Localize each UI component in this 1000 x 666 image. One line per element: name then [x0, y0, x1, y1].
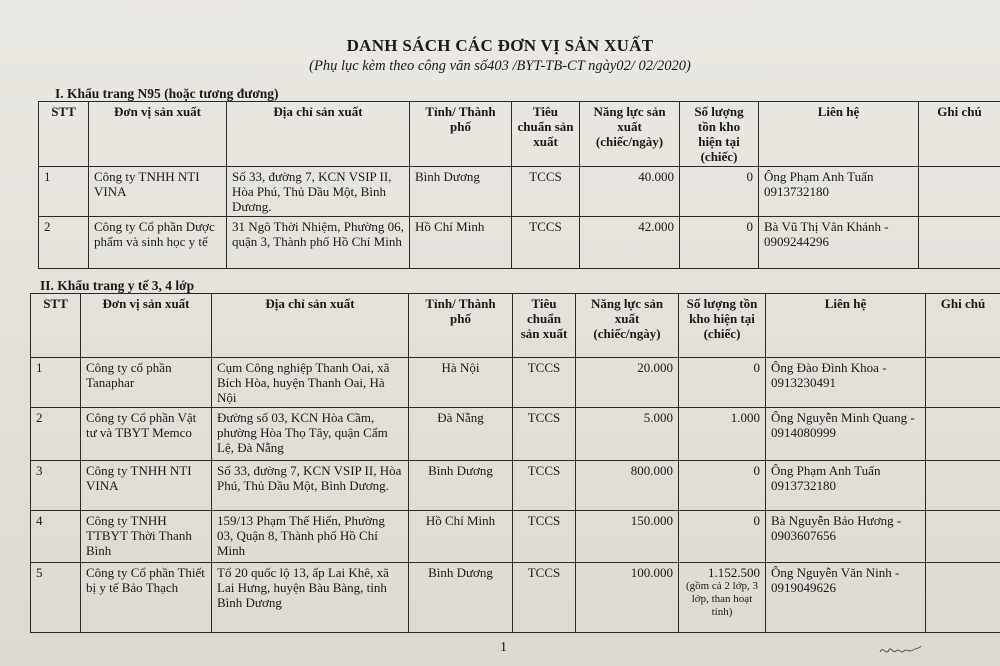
cell-address: 159/13 Phạm Thế Hiển, Phường 03, Quận 8, Thành phố Hồ Chí Minh [212, 511, 409, 563]
table-row [31, 511, 1000, 563]
stock-value: 1.152.500 [708, 565, 760, 580]
section-1-heading: I. Khẩu trang N95 (hoặc tương đương) [55, 86, 279, 101]
cell-unit: Công ty TNHH TTBYT Thời Thanh Bình [81, 511, 212, 563]
cell-unit: Công ty Cổ phần Thiết bị y tế Bảo Thạch [81, 563, 212, 633]
cell-note [926, 408, 1000, 461]
section-1-table [38, 101, 1000, 269]
cell-stt: 2 [31, 408, 81, 461]
cell-unit: Công ty Cổ phần Vật tư và TBYT Memco [81, 408, 212, 461]
cell-capacity: 42.000 [580, 217, 680, 269]
cell-contact: Bà Nguyễn Bảo Hương - 0903607656 [766, 511, 926, 563]
cell-standard: TCCS [512, 167, 580, 217]
cell-stock: 0 [679, 511, 766, 563]
header-note: Ghi chú [926, 294, 1000, 358]
cell-province: Đà Nẵng [409, 408, 513, 461]
cell-stt: 1 [31, 358, 81, 408]
cell-note [926, 358, 1000, 408]
cell-capacity: 150.000 [576, 511, 679, 563]
cell-note [926, 461, 1000, 511]
document-subtitle: (Phụ lục kèm theo công văn số403 /BYT-TB-CT ngày02/ 02/2020) [309, 58, 691, 74]
table-row [31, 563, 1000, 633]
cell-address: Tổ 20 quốc lộ 13, ấp Lai Khê, xã Lai Hưng, huyện Bàu Bàng, tỉnh Bình Dương [212, 563, 409, 633]
cell-address: Đường số 03, KCN Hòa Cầm, phường Hòa Thọ Tây, quận Cẩm Lệ, Đà Nẵng [212, 408, 409, 461]
header-unit: Đơn vị sản xuất [89, 102, 227, 167]
signature-initials-icon [878, 640, 922, 660]
section-2-heading: II. Khẩu trang y tế 3, 4 lớp [40, 278, 195, 293]
cell-stt: 2 [39, 217, 89, 269]
table-header-row [31, 294, 1000, 358]
cell-province: Hà Nội [409, 358, 513, 408]
header-address: Địa chỉ sản xuất [212, 294, 409, 358]
header-contact: Liên hệ [759, 102, 919, 167]
header-capacity: Năng lực sản xuất (chiếc/ngày) [576, 294, 679, 358]
cell-stt: 5 [31, 563, 81, 633]
page-number: 1 [500, 640, 507, 655]
header-stt: STT [31, 294, 81, 358]
cell-capacity: 800.000 [576, 461, 679, 511]
cell-contact: Bà Vũ Thị Vân Khánh - 0909244296 [759, 217, 919, 269]
cell-province: Bình Dương [409, 563, 513, 633]
header-unit: Đơn vị sản xuất [81, 294, 212, 358]
header-standard: Tiêu chuẩn sản xuất [512, 102, 580, 167]
header-capacity: Năng lực sản xuất (chiếc/ngày) [580, 102, 680, 167]
cell-stock: 0 [680, 167, 759, 217]
cell-note [926, 511, 1000, 563]
cell-contact: Ông Nguyễn Văn Ninh - 0919049626 [766, 563, 926, 633]
cell-capacity: 5.000 [576, 408, 679, 461]
header-contact: Liên hệ [766, 294, 926, 358]
cell-contact: Ông Nguyễn Minh Quang - 0914080999 [766, 408, 926, 461]
cell-standard: TCCS [513, 511, 576, 563]
header-stock: Số lượng tồn kho hiện tại (chiếc) [679, 294, 766, 358]
cell-stock: 0 [679, 461, 766, 511]
cell-province: Hồ Chí Minh [409, 511, 513, 563]
cell-province: Hồ Chí Minh [410, 217, 512, 269]
header-note: Ghi chú [919, 102, 1000, 167]
header-stock: Số lượng tồn kho hiện tại (chiếc) [680, 102, 759, 167]
cell-capacity: 100.000 [576, 563, 679, 633]
cell-unit: Công ty cổ phần Tanaphar [81, 358, 212, 408]
cell-capacity: 40.000 [580, 167, 680, 217]
cell-stock: 0 [679, 358, 766, 408]
cell-note [919, 217, 1000, 269]
cell-standard: TCCS [513, 358, 576, 408]
cell-standard: TCCS [513, 408, 576, 461]
cell-province: Bình Dương [409, 461, 513, 511]
cell-standard: TCCS [513, 563, 576, 633]
cell-stt: 1 [39, 167, 89, 217]
cell-contact: Ông Phạm Anh Tuấn 0913732180 [766, 461, 926, 511]
cell-standard: TCCS [513, 461, 576, 511]
table-row [31, 358, 1000, 408]
header-stt: STT [39, 102, 89, 167]
stock-note: (gồm cả 2 lớp, 3 lớp, than hoạt tính) [685, 580, 759, 618]
cell-stt: 4 [31, 511, 81, 563]
document-title: DANH SÁCH CÁC ĐƠN VỊ SẢN XUẤT [346, 36, 654, 55]
header-province: Tỉnh/ Thành phố [409, 294, 513, 358]
cell-contact: Ông Phạm Anh Tuấn 0913732180 [759, 167, 919, 217]
cell-unit: Công ty TNHH NTI VINA [81, 461, 212, 511]
cell-unit: Công ty TNHH NTI VINA [89, 167, 227, 217]
table-row [31, 408, 1000, 461]
header-standard: Tiêu chuẩn sản xuất [513, 294, 576, 358]
cell-contact: Ông Đào Đình Khoa - 0913230491 [766, 358, 926, 408]
section-2-table [30, 293, 1000, 633]
cell-address: Cụm Công nghiệp Thanh Oai, xã Bích Hòa, huyện Thanh Oai, Hà Nội [212, 358, 409, 408]
cell-province: Bình Dương [410, 167, 512, 217]
header-province: Tỉnh/ Thành phố [410, 102, 512, 167]
cell-note [926, 563, 1000, 633]
cell-stt: 3 [31, 461, 81, 511]
table-row [39, 217, 1000, 269]
header-address: Địa chỉ sản xuất [227, 102, 410, 167]
cell-address: Số 33, đường 7, KCN VSIP II, Hòa Phú, Thủ Dầu Một, Bình Dương. [212, 461, 409, 511]
table-row [39, 167, 1000, 217]
cell-stock: 1.000 [679, 408, 766, 461]
table-header-row [39, 102, 1000, 167]
cell-address: 31 Ngô Thời Nhiệm, Phường 06, quận 3, Thành phố Hồ Chí Minh [227, 217, 410, 269]
table-row [31, 461, 1000, 511]
cell-unit: Công ty Cổ phần Dược phẩm và sinh học y tế [89, 217, 227, 269]
cell-standard: TCCS [512, 217, 580, 269]
cell-capacity: 20.000 [576, 358, 679, 408]
cell-note [919, 167, 1000, 217]
cell-stock [679, 563, 766, 633]
cell-stock: 0 [680, 217, 759, 269]
cell-address: Số 33, đường 7, KCN VSIP II, Hòa Phú, Thủ Dầu Một, Bình Dương. [227, 167, 410, 217]
